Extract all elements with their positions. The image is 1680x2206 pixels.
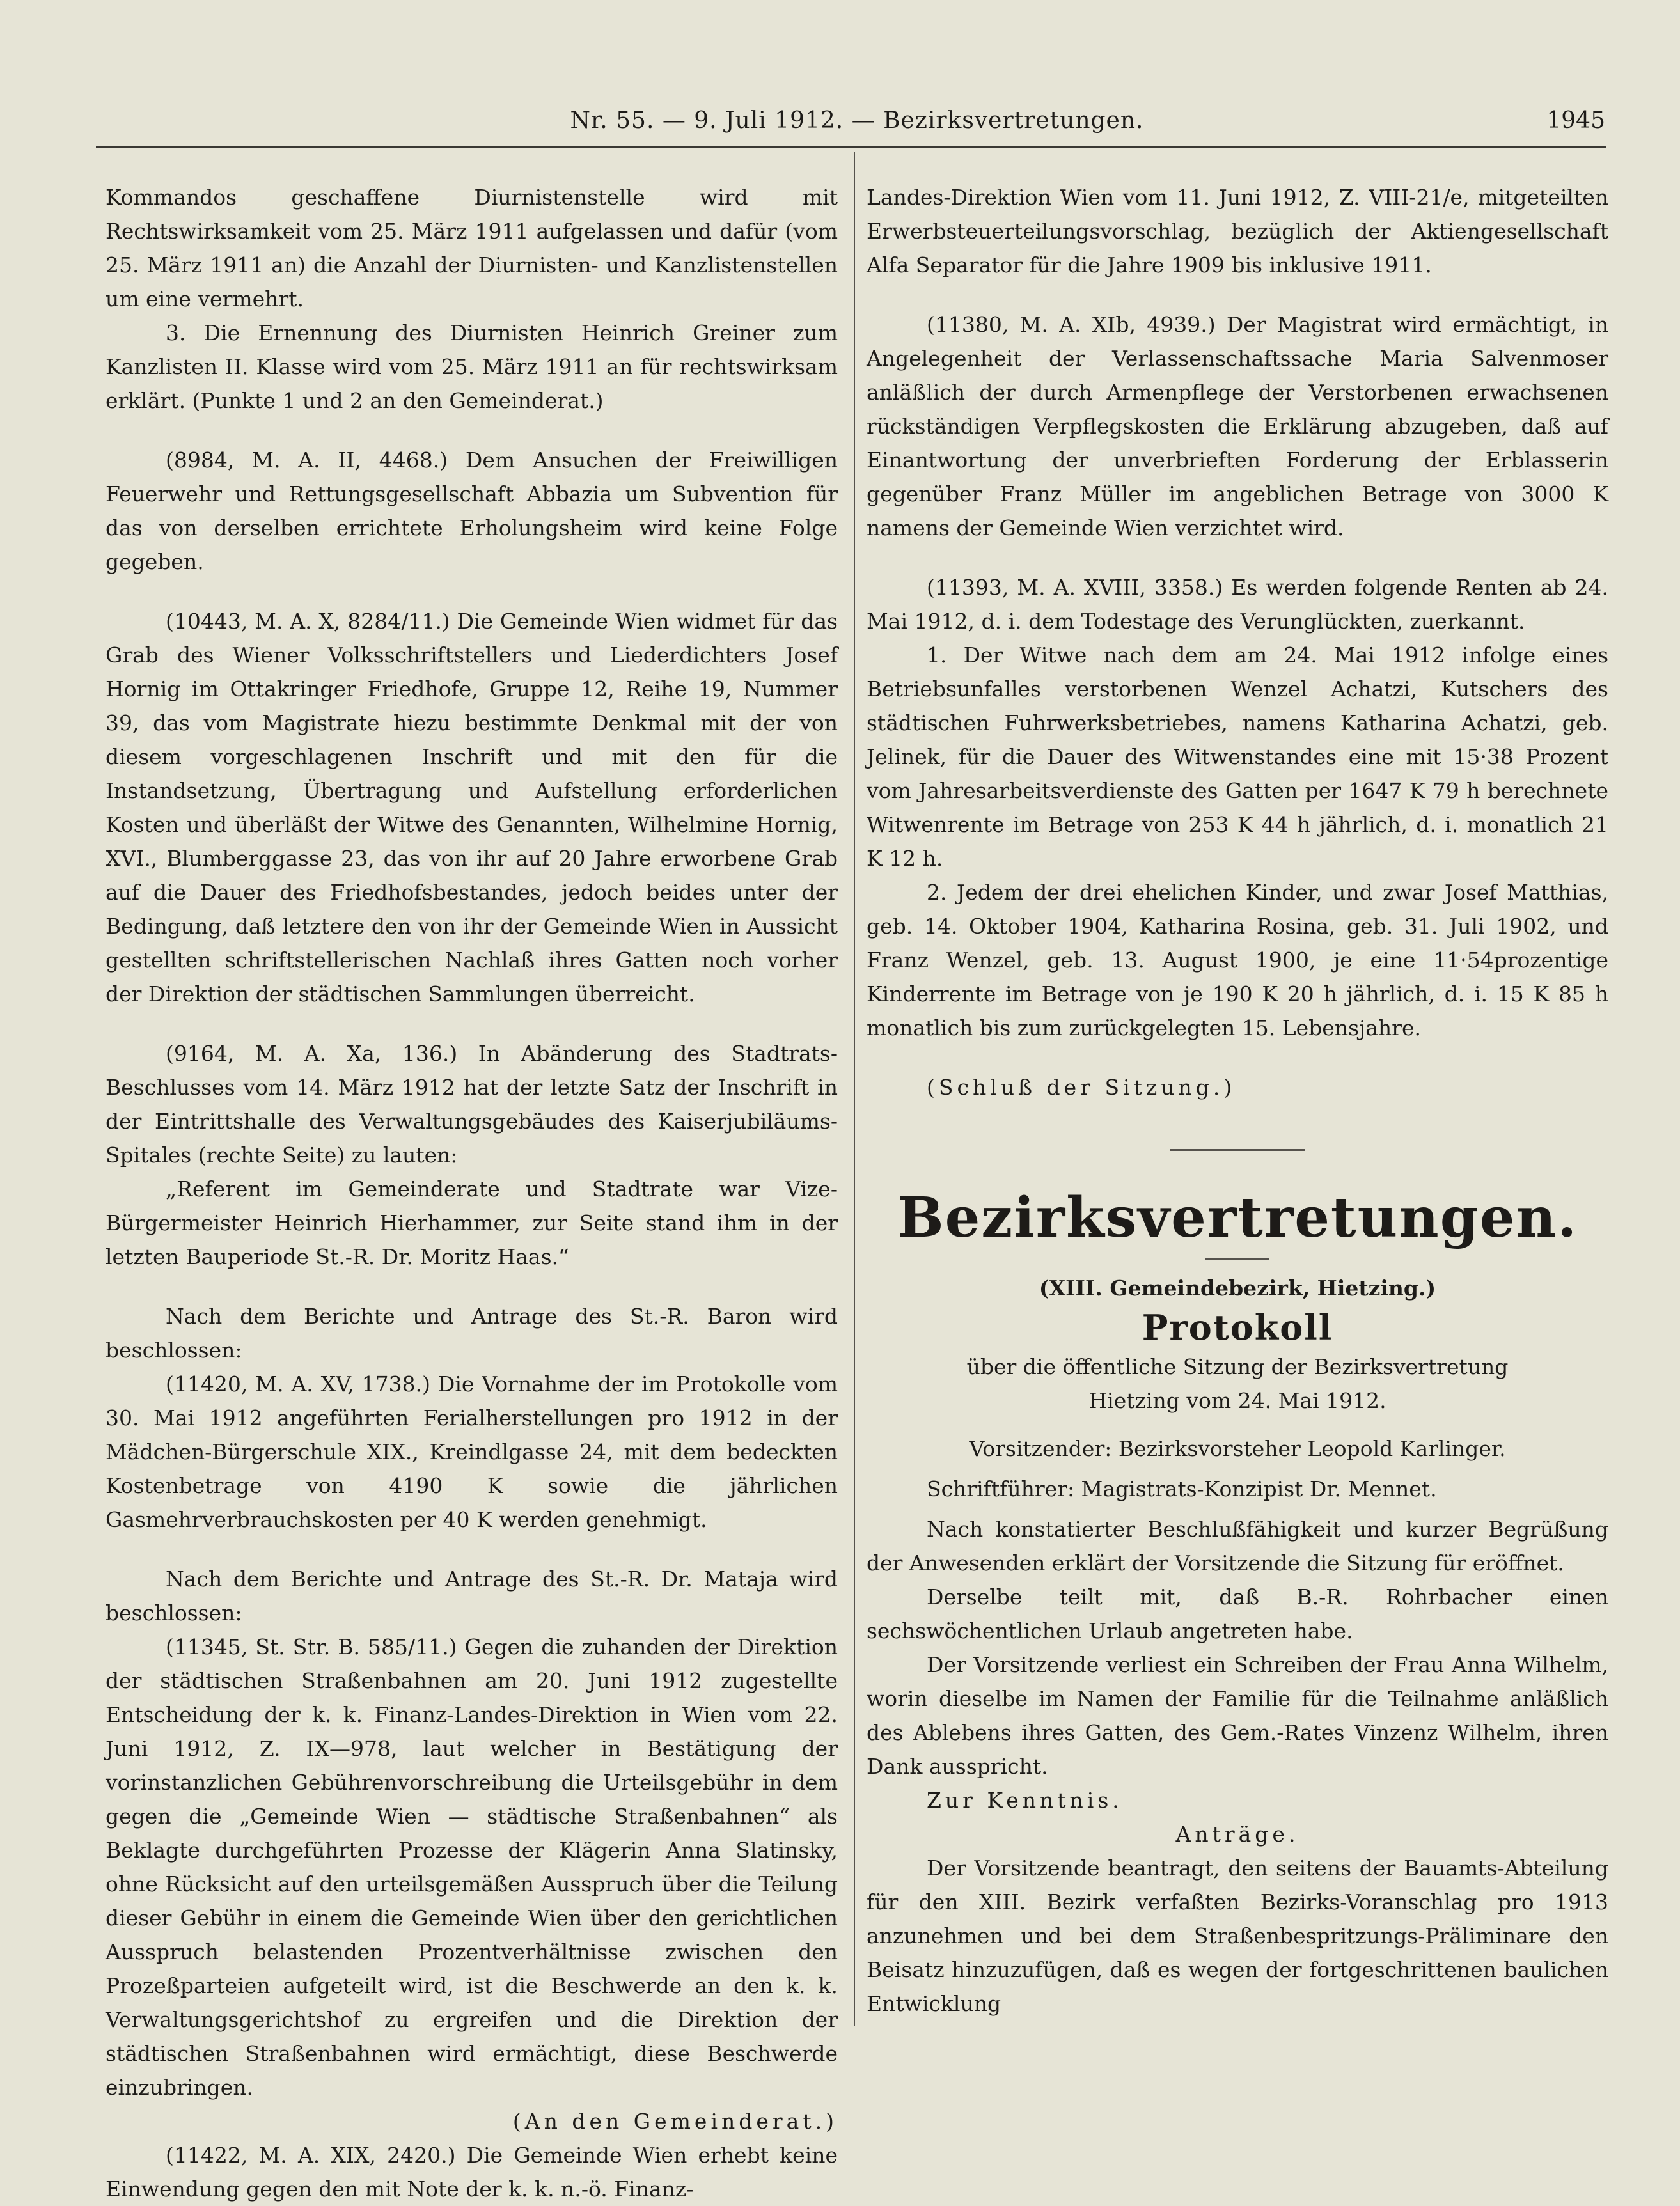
column-divider — [854, 152, 855, 2026]
section-title: Bezirksvertretungen. — [897, 1185, 1578, 1250]
paragraph: (11393, M. A. XVIII, 3358.) Es werden folgende Renten ab 24. Mai 1912, d. i. dem Todestage des Verunglückten, zuerkannt. — [867, 575, 1608, 634]
paragraph: 1. Der Witwe nach dem am 24. Mai 1912 infolge eines Betriebsunfalles verstorbenen Wenzel Achatzi, Kutschers des städtischen Fuhrwerksbetriebes, namens Katharina Achatzi, geb. Jelinek, für die Dauer des Witwenstandes eine mit 15·38 Prozent vom Jahresarbeitsverdienste des Gatten per 1647 K 79 h berechnete Witwenrente im Betrage von 253 K 44 h jährlich, d. i. monatlich 21 K 12 h. — [867, 643, 1608, 871]
paragraph: Nach konstatierter Beschlußfähigkeit und kurzer Begrüßung der Anwesenden erklärt der Vorsitzende die Sitzung für eröffnet. — [867, 1517, 1608, 1576]
paragraph: Zur Kenntnis. — [927, 1788, 1123, 1813]
left-column — [106, 180, 838, 2206]
chair-line: Vorsitzender: Bezirksvorsteher Leopold Karlinger. — [969, 1436, 1506, 1461]
protokoll-date: Hietzing vom 24. Mai 1912. — [1088, 1388, 1386, 1413]
recorder-line: Schriftführer: Magistrats-Konzipist Dr. Mennet. — [927, 1476, 1437, 1501]
paragraph: Nach dem Berichte und Antrage des St.-R. Baron wird beschlossen: — [106, 1304, 838, 1363]
page-header — [96, 107, 1618, 141]
paragraph: (Schluß der Sitzung.) — [927, 1075, 1236, 1100]
paragraph: Nach dem Berichte und Antrage des St.-R. Dr. Mataja wird beschlossen: — [106, 1567, 838, 1625]
subheading: Anträge. — [1175, 1822, 1299, 1847]
paragraph: (11422, M. A. XIX, 2420.) Die Gemeinde Wien erhebt keine Einwendung gegen den mit Note der k. k. n.-ö. Finanz- — [106, 2143, 838, 2202]
right-column — [867, 180, 1608, 2021]
title-rule — [1205, 1258, 1269, 1260]
paragraph: (11420, M. A. XV, 1738.) Die Vornahme der im Protokolle vom 30. Mai 1912 angeführten Ferialherstellungen pro 1912 in der Mädchen-Bürgerschule XIX., Kreindlgasse 24, mit dem bedeckten Kostenbetrage von 4190 K sowie die jährlichen Gasmehrverbrauchskosten per 40 K werden genehmigt. — [106, 1372, 838, 1532]
paragraph: Kommandos geschaffene Diurnistenstelle wird mit Rechtswirksamkeit vom 25. März 1911 aufgelassen und dafür (vom 25. März 1911 an) die Anzahl der Diurnisten- und Kanzlistenstellen um eine vermehrt. — [106, 185, 838, 311]
paragraph: „Referent im Gemeinderate und Stadtrate war Vize-Bürgermeister Heinrich Hierhammer, zur Seite stand ihm in der letzten Bauperiode St.-R. Dr. Moritz Haas.“ — [106, 1177, 838, 1269]
paragraph: (10443, M. A. X, 8284/11.) Die Gemeinde Wien widmet für das Grab des Wiener Volksschriftstellers und Liederdichters Josef Hornig im Ottakringer Friedhofe, Gruppe 12, Reihe 19, Nummer 39, das vom Magistrate hiezu bestimmte Denkmal mit der von diesem vorgeschlagenen Inschrift und mit den für die Instandsetzung, Übertragung und Aufstellung erforderlichen Kosten und überläßt der Witwe des Genannten, Wilhelmine Hornig, XVI., Blumberggasse 23, das von ihr auf 20 Jahre erworbene Grab auf die Dauer des Friedhofsbestandes, jedoch beides unter der Bedingung, daß letztere den von ihr der Gemeinde Wien in Aussicht gestellten schriftstellerischen Nachlaß ihres Gatten noch vorher der Direktion der städtischen Sammlungen überreicht. — [106, 609, 838, 1006]
paragraph: 3. Die Ernennung des Diurnisten Heinrich Greiner zum Kanzlisten II. Klasse wird vom 25. März 1911 an für rechtswirksam erklärt. (Punkte 1 und 2 an den Gemeinderat.) — [106, 320, 838, 413]
paragraph: Landes-Direktion Wien vom 11. Juni 1912, Z. VIII-21/e, mitgeteilten Erwerbsteuerteilungsvorschlag, bezüglich der Aktiengesellschaft Alfa Separator für die Jahre 1909 bis inklusive 1911. — [867, 185, 1608, 278]
paragraph: (8984, M. A. II, 4468.) Dem Ansuchen der Freiwilligen Feuerwehr und Rettungsgesellschaft Abbazia um Subvention für das von derselben errichtete Erholungsheim wird keine Folge gegeben. — [106, 448, 838, 574]
paragraph: (9164, M. A. Xa, 136.) In Abänderung des Stadtrats-Beschlusses vom 14. März 1912 hat der letzte Satz der Inschrift in der Eintrittshalle des Verwaltungsgebäudes des Kaiserjubiläums-Spitales (rechte Seite) zu lauten: — [106, 1041, 838, 1168]
paragraph: Der Vorsitzende beantragt, den seitens der Bauamts-Abteilung für den XIII. Bezirk verfaßten Bezirks-Voranschlag pro 1913 anzunehmen und bei dem Straßenbespritzungs-Präliminare den Beisatz hinzuzufügen, daß es wegen der fortgeschrittenen baulichen Entwicklung — [867, 1856, 1608, 2016]
page-number: 1945 — [1546, 107, 1605, 134]
paragraph: Derselbe teilt mit, daß B.-R. Rohrbacher einen sechswöchentlichen Urlaub angetreten habe. — [867, 1584, 1608, 1643]
header-rule — [96, 146, 1606, 148]
paragraph: Der Vorsitzende verliest ein Schreiben der Frau Anna Wilhelm, worin dieselbe im Namen der Familie für die Teilnahme anläßlich des Ablebens ihres Gatten, des Gem.-Rates Vinzenz Wilhelm, ihren Dank ausspricht. — [867, 1652, 1608, 1779]
paragraph: (An den Gemeinderat.) — [512, 2109, 838, 2134]
protokoll-subtitle: über die öffentliche Sitzung der Bezirksvertretung — [966, 1354, 1509, 1379]
running-title: Nr. 55. — 9. Juli 1912. — Bezirksvertretungen. — [570, 107, 1144, 134]
paragraph: (11380, M. A. XIb, 4939.) Der Magistrat wird ermächtigt, in Angelegenheit der Verlassenschaftssache Maria Salvenmoser anläßlich der durch Armenpflege der Verstorbenen erwachsenen rückständigen Verpflegskosten die Erklärung abzugeben, daß auf Einantwortung der unverbrieften Forderung der Erblasserin gegenüber Franz Müller im angeblichen Betrage von 3000 K namens der Gemeinde Wien verzichtet wird. — [867, 312, 1608, 540]
district-heading: (XIII. Gemeindebezirk, Hietzing.) — [1039, 1276, 1436, 1301]
protokoll-title: Protokoll — [1142, 1307, 1333, 1348]
paragraph: (11345, St. Str. B. 585/11.) Gegen die zuhanden der Direktion der städtischen Straßenbahnen am 20. Juni 1912 zugestellte Entscheidung der k. k. Finanz-Landes-Direktion in Wien vom 22. Juni 1912, Z. IX—978, laut welcher in Bestätigung der vorinstanzlichen Gebührenvorschreibung die Urteilsgebühr in dem gegen die „Gemeinde Wien — städtische Straßenbahnen“ als Beklagte durchgeführten Prozesse der Klägerin Anna Slatinsky, ohne Rücksicht auf den urteilsgemäßen Ausspruch über die Teilung dieser Gebühr in einem die Gemeinde Wien über den gerichtlichen Ausspruch belastenden Prozentverhältnisse zwischen den Prozeßparteien aufgeteilt wird, ist die Beschwerde an den k. k. Verwaltungsgerichtshof zu ergreifen und die Direktion der städtischen Straßenbahnen wird ermächtigt, diese Beschwerde einzubringen. — [106, 1634, 838, 2100]
paragraph: 2. Jedem der drei ehelichen Kinder, und zwar Josef Matthias, geb. 14. Oktober 1904, Katharina Rosina, geb. 31. Juli 1902, und Franz Wenzel, geb. 13. August 1900, je eine 11·54prozentige Kinderrente im Betrage von je 190 K 20 h jährlich, d. i. 15 K 85 h monatlich bis zum zurückgelegten 15. Lebensjahre. — [867, 880, 1608, 1040]
